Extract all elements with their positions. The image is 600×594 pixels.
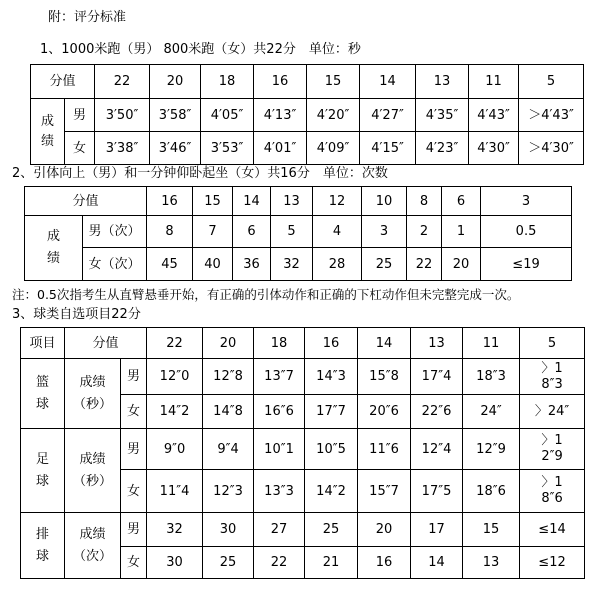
female-label: 女（次） bbox=[83, 248, 147, 281]
time-cell: 17″7 bbox=[305, 395, 358, 429]
female-label: 女 bbox=[121, 547, 147, 579]
score-cell: 11 bbox=[469, 65, 519, 99]
basketball-label: 篮球 bbox=[21, 359, 65, 429]
time-cell: 20″6 bbox=[358, 395, 411, 429]
time-cell: 10″5 bbox=[305, 429, 358, 470]
time-cell: 4′43″ bbox=[469, 99, 519, 132]
count-cell: 15 bbox=[463, 513, 520, 547]
count-cell: 28 bbox=[313, 248, 362, 281]
time-cell: 15″8 bbox=[358, 359, 411, 395]
score-cell: 13 bbox=[411, 328, 463, 359]
time-cell: 3′50″ bbox=[95, 99, 150, 132]
time-cell: 13″3 bbox=[254, 470, 305, 513]
count-cell: 17 bbox=[411, 513, 463, 547]
score-row bbox=[31, 65, 584, 99]
male-label: 男 bbox=[121, 359, 147, 395]
score-cell: 15 bbox=[193, 187, 233, 216]
score-cell: 5 bbox=[520, 328, 585, 359]
male-label: 男 bbox=[121, 513, 147, 547]
volleyball-unit: 成绩（次） bbox=[65, 513, 121, 579]
score-cell: 15 bbox=[307, 65, 360, 99]
football-unit: 成绩（秒） bbox=[65, 429, 121, 513]
time-cell: 11″6 bbox=[358, 429, 411, 470]
count-cell: 45 bbox=[147, 248, 193, 281]
male-label: 男（次） bbox=[83, 216, 147, 248]
count-cell: 4 bbox=[313, 216, 362, 248]
score-cell: 6 bbox=[442, 187, 481, 216]
count-cell: 30 bbox=[203, 513, 254, 547]
time-cell: 12″4 bbox=[411, 429, 463, 470]
time-cell: 24″ bbox=[463, 395, 520, 429]
time-cell: ＞4′43″ bbox=[519, 99, 584, 132]
count-cell: 20 bbox=[358, 513, 411, 547]
section2-heading: 2、引体向上（男）和一分钟仰卧起坐（女）共16分 单位：次数 bbox=[12, 166, 388, 181]
male-row bbox=[31, 99, 584, 132]
female-row bbox=[25, 248, 572, 281]
female-row bbox=[31, 132, 584, 165]
female-label: 女 bbox=[65, 132, 95, 165]
time-cell: 17″5 bbox=[411, 470, 463, 513]
count-cell: 13 bbox=[463, 547, 520, 579]
count-cell: 21 bbox=[305, 547, 358, 579]
count-cell: 40 bbox=[193, 248, 233, 281]
count-cell: ≤12 bbox=[520, 547, 585, 579]
score-cell: 22 bbox=[95, 65, 150, 99]
grade-label: 成绩 bbox=[31, 99, 65, 165]
time-cell: 18″6 bbox=[463, 470, 520, 513]
time-cell: 4′01″ bbox=[254, 132, 307, 165]
time-cell: ＞4′30″ bbox=[519, 132, 584, 165]
score-label: 分值 bbox=[25, 187, 147, 216]
time-cell: 3′46″ bbox=[150, 132, 201, 165]
male-label: 男 bbox=[65, 99, 95, 132]
count-cell: 2 bbox=[407, 216, 442, 248]
time-cell: 14″2 bbox=[305, 470, 358, 513]
time-cell: 16″6 bbox=[254, 395, 305, 429]
time-cell: 〉18″3 bbox=[520, 359, 585, 395]
time-cell: 〉18″6 bbox=[520, 470, 585, 513]
time-cell: 3′38″ bbox=[95, 132, 150, 165]
count-cell: 32 bbox=[271, 248, 313, 281]
time-cell: 4′27″ bbox=[360, 99, 416, 132]
time-cell: 4′20″ bbox=[307, 99, 360, 132]
time-cell: 4′15″ bbox=[360, 132, 416, 165]
basketball-male-row bbox=[21, 359, 585, 395]
male-row bbox=[25, 216, 572, 248]
count-cell: 22 bbox=[254, 547, 305, 579]
count-cell: 8 bbox=[147, 216, 193, 248]
volleyball-male-row bbox=[21, 513, 585, 547]
ball-games-table bbox=[20, 327, 585, 579]
male-label: 男 bbox=[121, 429, 147, 470]
female-label: 女 bbox=[121, 470, 147, 513]
count-cell: 36 bbox=[233, 248, 271, 281]
time-cell: 17″4 bbox=[411, 359, 463, 395]
time-cell: 12″3 bbox=[203, 470, 254, 513]
score-cell: 11 bbox=[463, 328, 520, 359]
football-male-row bbox=[21, 429, 585, 470]
count-cell: 22 bbox=[407, 248, 442, 281]
count-cell: 7 bbox=[193, 216, 233, 248]
time-cell: 4′30″ bbox=[469, 132, 519, 165]
time-cell: 13″7 bbox=[254, 359, 305, 395]
count-cell: 16 bbox=[358, 547, 411, 579]
count-cell: 30 bbox=[147, 547, 203, 579]
score-cell: 14 bbox=[233, 187, 271, 216]
count-cell: ≤14 bbox=[520, 513, 585, 547]
page-title: 附：评分标准 bbox=[48, 10, 127, 25]
score-cell: 18 bbox=[254, 328, 305, 359]
score-cell: 20 bbox=[203, 328, 254, 359]
time-cell: 4′35″ bbox=[416, 99, 469, 132]
time-cell: 9″4 bbox=[203, 429, 254, 470]
score-cell: 13 bbox=[416, 65, 469, 99]
score-cell: 14 bbox=[358, 328, 411, 359]
time-cell: 4′23″ bbox=[416, 132, 469, 165]
time-cell: 9″0 bbox=[147, 429, 203, 470]
time-cell: 22″6 bbox=[411, 395, 463, 429]
count-cell: 6 bbox=[233, 216, 271, 248]
pullup-situp-table bbox=[24, 186, 572, 281]
count-cell: 3 bbox=[362, 216, 407, 248]
time-cell: 15″7 bbox=[358, 470, 411, 513]
score-cell: 14 bbox=[360, 65, 416, 99]
item-label: 项目 bbox=[21, 328, 65, 359]
score-cell: 8 bbox=[407, 187, 442, 216]
count-cell: 25 bbox=[203, 547, 254, 579]
time-cell: 12″8 bbox=[203, 359, 254, 395]
score-label: 分值 bbox=[31, 65, 95, 99]
running-table bbox=[30, 64, 584, 165]
time-cell: 12″9 bbox=[463, 429, 520, 470]
time-cell: 〉24″ bbox=[520, 395, 585, 429]
score-cell: 16 bbox=[305, 328, 358, 359]
count-cell: 1 bbox=[442, 216, 481, 248]
score-cell: 22 bbox=[147, 328, 203, 359]
score-cell: 13 bbox=[271, 187, 313, 216]
score-label: 分值 bbox=[65, 328, 147, 359]
count-cell: ≤19 bbox=[481, 248, 572, 281]
time-cell: 4′05″ bbox=[201, 99, 254, 132]
female-label: 女 bbox=[121, 395, 147, 429]
score-cell: 12 bbox=[313, 187, 362, 216]
score-cell: 18 bbox=[201, 65, 254, 99]
volleyball-label: 排球 bbox=[21, 513, 65, 579]
time-cell: 14″2 bbox=[147, 395, 203, 429]
time-cell: 11″4 bbox=[147, 470, 203, 513]
time-cell: 3′53″ bbox=[201, 132, 254, 165]
score-row bbox=[25, 187, 572, 216]
time-cell: 14″8 bbox=[203, 395, 254, 429]
count-cell: 5 bbox=[271, 216, 313, 248]
time-cell: 14″3 bbox=[305, 359, 358, 395]
time-cell: 〉12″9 bbox=[520, 429, 585, 470]
count-cell: 27 bbox=[254, 513, 305, 547]
pullup-note: 注：0.5次指考生从直臂悬垂开始，有正确的引体动作和正确的下杠动作但未完整完成一次。 bbox=[12, 287, 520, 302]
count-cell: 14 bbox=[411, 547, 463, 579]
score-cell: 16 bbox=[147, 187, 193, 216]
count-cell: 25 bbox=[305, 513, 358, 547]
basketball-unit: 成绩（秒） bbox=[65, 359, 121, 429]
score-cell: 5 bbox=[519, 65, 584, 99]
count-cell: 20 bbox=[442, 248, 481, 281]
section3-heading: 3、球类自选项目22分 bbox=[12, 307, 141, 322]
grade-label: 成绩 bbox=[25, 216, 83, 281]
score-cell: 10 bbox=[362, 187, 407, 216]
count-cell: 32 bbox=[147, 513, 203, 547]
time-cell: 4′13″ bbox=[254, 99, 307, 132]
score-row bbox=[21, 328, 585, 359]
score-cell: 3 bbox=[481, 187, 572, 216]
count-cell: 0.5 bbox=[481, 216, 572, 248]
score-cell: 20 bbox=[150, 65, 201, 99]
count-cell: 25 bbox=[362, 248, 407, 281]
time-cell: 3′58″ bbox=[150, 99, 201, 132]
time-cell: 4′09″ bbox=[307, 132, 360, 165]
section1-heading: 1、1000米跑（男） 800米跑（女）共22分 单位：秒 bbox=[40, 42, 361, 57]
football-label: 足球 bbox=[21, 429, 65, 513]
time-cell: 12″0 bbox=[147, 359, 203, 395]
time-cell: 10″1 bbox=[254, 429, 305, 470]
time-cell: 18″3 bbox=[463, 359, 520, 395]
score-cell: 16 bbox=[254, 65, 307, 99]
